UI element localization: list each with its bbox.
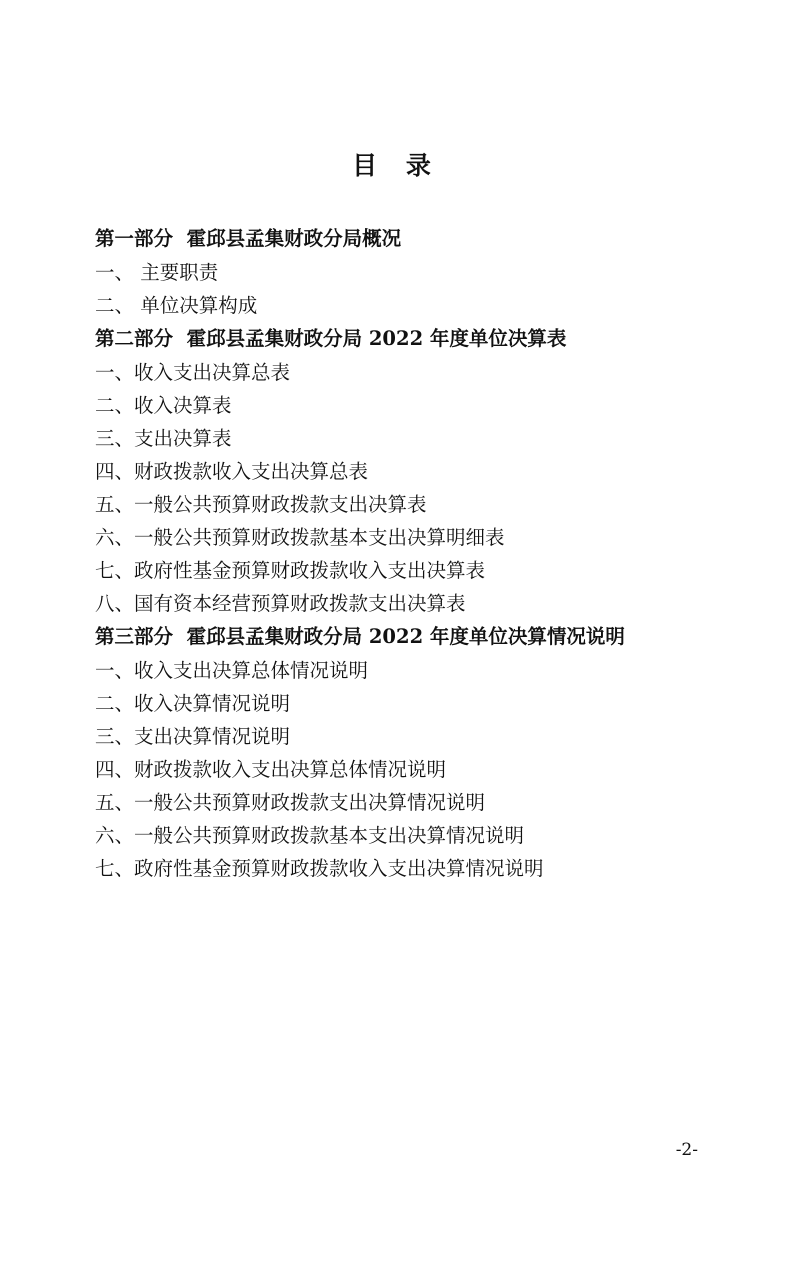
toc-entry-part-3: 第三部分 霍邱县孟集财政分局 2022 年度单位决算情况说明 (95, 625, 625, 648)
toc-entry-3-3: 三、支出决算情况说明 (95, 725, 291, 748)
toc-entry-2-7: 七、政府性基金预算财政拨款收入支出决算表 (95, 559, 486, 582)
toc-entry-2-3: 三、支出决算表 (95, 427, 232, 450)
toc-entry-2-6: 六、一般公共预算财政拨款基本支出决算明细表 (95, 526, 505, 549)
toc-entry-3-4: 四、财政拨款收入支出决算总体情况说明 (95, 758, 447, 781)
toc-entry-1-2: 二、 单位决算构成 (95, 294, 258, 317)
toc-entry-2-1: 一、收入支出决算总表 (95, 361, 291, 384)
toc-entry-1-1: 一、 主要职责 (95, 261, 219, 284)
toc-entry-3-2: 二、收入决算情况说明 (95, 692, 291, 715)
toc-entry-part-2: 第二部分 霍邱县孟集财政分局 2022 年度单位决算表 (95, 327, 567, 350)
toc-entry-2-2: 二、收入决算表 (95, 394, 232, 417)
toc-entry-3-7: 七、政府性基金预算财政拨款收入支出决算情况说明 (95, 857, 544, 880)
document-page (0, 146, 793, 1268)
page-title: 目 录 (352, 151, 441, 180)
page-number: -2- (675, 1140, 698, 1160)
toc-entry-3-1: 一、收入支出决算总体情况说明 (95, 659, 369, 682)
toc-entry-2-8: 八、国有资本经营预算财政拨款支出决算表 (95, 592, 466, 615)
toc-entry-3-5: 五、一般公共预算财政拨款支出决算情况说明 (95, 791, 486, 814)
toc-entry-2-5: 五、一般公共预算财政拨款支出决算表 (95, 493, 427, 516)
table-of-contents (95, 222, 698, 885)
toc-entry-3-6: 六、一般公共预算财政拨款基本支出决算情况说明 (95, 824, 525, 847)
toc-entry-part-1: 第一部分 霍邱县孟集财政分局概况 (95, 227, 402, 250)
toc-entry-2-4: 四、财政拨款收入支出决算总表 (95, 460, 369, 483)
